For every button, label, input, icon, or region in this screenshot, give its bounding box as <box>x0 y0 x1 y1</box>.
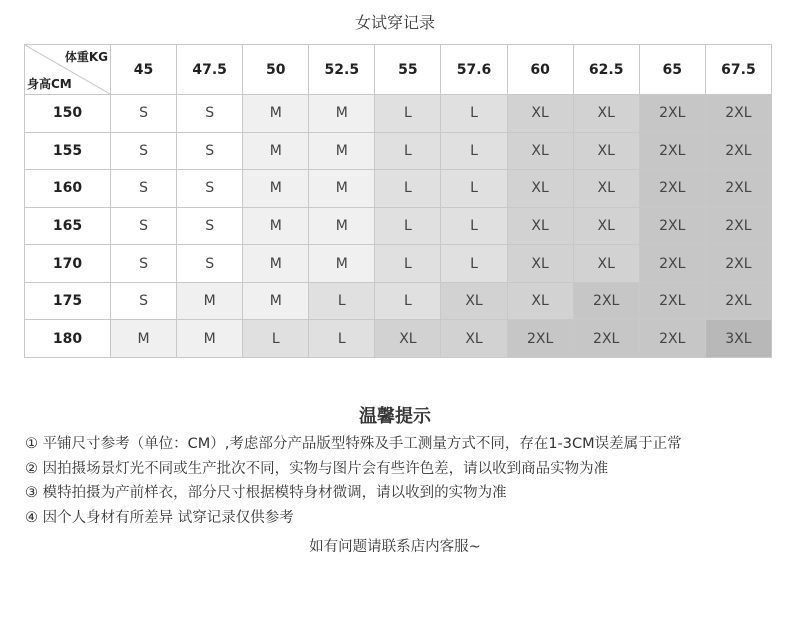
size-cell: S <box>177 95 243 133</box>
weight-header-cell: 60 <box>507 45 573 95</box>
size-cell: M <box>309 132 375 170</box>
size-row-160 <box>25 170 772 208</box>
size-cell: M <box>309 245 375 283</box>
size-cell: S <box>177 132 243 170</box>
corner-header-cell <box>25 45 111 95</box>
size-cell: M <box>111 320 177 358</box>
size-cell: XL <box>507 245 573 283</box>
size-cell: S <box>177 170 243 208</box>
size-cell: M <box>309 95 375 133</box>
size-cell: 2XL <box>639 207 705 245</box>
size-cell: 2XL <box>639 170 705 208</box>
size-cell: L <box>441 95 507 133</box>
size-cell: 2XL <box>639 282 705 320</box>
size-cell: L <box>375 207 441 245</box>
size-cell: M <box>243 282 309 320</box>
size-cell: L <box>441 132 507 170</box>
size-cell: XL <box>507 170 573 208</box>
size-cell: XL <box>573 132 639 170</box>
size-cell: L <box>375 282 441 320</box>
size-row-165 <box>25 207 772 245</box>
weight-header-row <box>25 45 772 95</box>
size-cell: 2XL <box>705 170 771 208</box>
size-cell: 2XL <box>639 95 705 133</box>
size-cell: 2XL <box>639 132 705 170</box>
size-cell: M <box>309 170 375 208</box>
height-header-cell: 180 <box>25 320 111 358</box>
size-cell: L <box>441 207 507 245</box>
weight-header-cell: 47.5 <box>177 45 243 95</box>
tip-item: ③ 模特拍摄为产前样衣，部分尺寸根据模特身材微调，请以收到的实物为准 <box>25 485 507 501</box>
size-cell: L <box>375 170 441 208</box>
tip-item: ② 因拍摄场景灯光不同或生产批次不同，实物与图片会有些许色差，请以收到商品实物为准 <box>25 460 609 477</box>
height-header-cell: 150 <box>25 95 111 133</box>
size-cell: 2XL <box>705 282 771 320</box>
size-cell: 2XL <box>639 245 705 283</box>
size-cell: S <box>177 207 243 245</box>
size-cell: S <box>111 132 177 170</box>
tips-list <box>25 432 785 530</box>
size-cell: M <box>177 282 243 320</box>
size-cell: L <box>243 320 309 358</box>
size-cell: M <box>243 132 309 170</box>
size-row-180 <box>25 320 772 358</box>
size-cell: 2XL <box>573 320 639 358</box>
size-cell: L <box>375 95 441 133</box>
size-cell: L <box>441 245 507 283</box>
size-cell: XL <box>573 170 639 208</box>
size-cell: L <box>309 320 375 358</box>
size-cell: XL <box>507 132 573 170</box>
size-cell: XL <box>507 282 573 320</box>
size-cell: L <box>309 282 375 320</box>
size-cell: 2XL <box>507 320 573 358</box>
size-cell: XL <box>573 95 639 133</box>
size-cell: 2XL <box>639 320 705 358</box>
size-cell: M <box>309 207 375 245</box>
size-cell: 3XL <box>705 320 771 358</box>
size-cell: 2XL <box>573 282 639 320</box>
height-header-cell: 175 <box>25 282 111 320</box>
height-header-cell: 155 <box>25 132 111 170</box>
weight-header-cell: 57.6 <box>441 45 507 95</box>
size-cell: 2XL <box>705 245 771 283</box>
weight-header-cell: 65 <box>639 45 705 95</box>
size-cell: M <box>243 95 309 133</box>
size-cell: L <box>375 245 441 283</box>
size-cell: M <box>243 207 309 245</box>
size-row-175 <box>25 282 772 320</box>
weight-header-cell: 62.5 <box>573 45 639 95</box>
weight-header-cell: 45 <box>111 45 177 95</box>
size-cell: XL <box>375 320 441 358</box>
page-title: 女试穿记录 <box>354 13 435 32</box>
size-cell: S <box>111 207 177 245</box>
size-cell: 2XL <box>705 132 771 170</box>
size-chart-table <box>24 44 772 358</box>
size-cell: S <box>111 95 177 133</box>
height-header-cell: 170 <box>25 245 111 283</box>
weight-header-cell: 50 <box>243 45 309 95</box>
size-cell: XL <box>507 95 573 133</box>
size-cell: L <box>441 170 507 208</box>
size-cell: L <box>375 132 441 170</box>
tip-item: ④ 因个人身材有所差异 试穿记录仅供参考 <box>25 509 294 526</box>
size-cell: XL <box>573 245 639 283</box>
weight-header-cell: 67.5 <box>705 45 771 95</box>
size-cell: M <box>177 320 243 358</box>
size-cell: XL <box>441 320 507 358</box>
size-row-170 <box>25 245 772 283</box>
tips-title: 温馨提示 <box>359 406 431 427</box>
contact-note: 如有问题请联系店内客服~ <box>309 539 481 555</box>
height-header-cell: 165 <box>25 207 111 245</box>
size-cell: M <box>243 245 309 283</box>
size-cell: XL <box>507 207 573 245</box>
size-cell: S <box>111 170 177 208</box>
tip-item: ① 平铺尺寸参考（单位：CM）,考虑部分产品版型特殊及手工测量方式不同，存在1-3CM误差属于正常 <box>25 436 682 452</box>
size-cell: 2XL <box>705 95 771 133</box>
size-cell: S <box>177 245 243 283</box>
size-cell: S <box>111 245 177 283</box>
weight-header-cell: 52.5 <box>309 45 375 95</box>
size-row-155 <box>25 132 772 170</box>
size-cell: XL <box>573 207 639 245</box>
height-header-cell: 160 <box>25 170 111 208</box>
weight-header-cell: 55 <box>375 45 441 95</box>
size-cell: S <box>111 282 177 320</box>
height-axis-label: 身高CM <box>27 77 72 91</box>
size-row-150 <box>25 95 772 133</box>
weight-axis-label: 体重KG <box>64 50 108 64</box>
size-cell: M <box>243 170 309 208</box>
size-cell: 2XL <box>705 207 771 245</box>
size-cell: XL <box>441 282 507 320</box>
